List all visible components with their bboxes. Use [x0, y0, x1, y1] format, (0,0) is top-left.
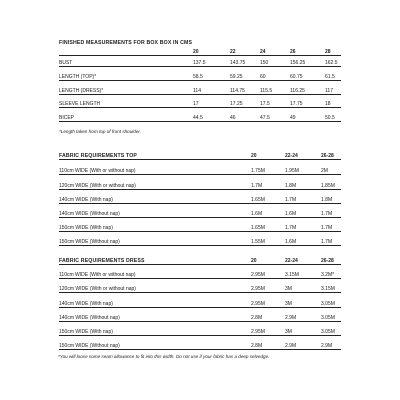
row-rule [59, 107, 341, 108]
measurement-value: 116.25 [290, 87, 305, 94]
size-header: 22 [230, 48, 236, 55]
fabric-amount: 1.8M [285, 182, 297, 189]
fabric-amount: 3.2M* [321, 272, 335, 278]
row-rule [59, 80, 341, 81]
measurements-footnote: *Length taken from top of front shoulder. [59, 128, 142, 134]
fabric-amount: 2.95M [251, 328, 265, 335]
fabric-header-rule [59, 264, 341, 265]
fabric-header-rule [59, 159, 341, 160]
measurement-value: 18 [325, 101, 331, 107]
fabric-amount: 1.6M [285, 210, 297, 217]
measurement-label: SLEEVE LENGTH [59, 101, 101, 107]
fabric-amount: 1.8M [321, 196, 333, 203]
measurement-value: 17 [193, 101, 199, 107]
fabric-size-header: 26-28 [321, 153, 334, 159]
fabric-amount: 1.85M [321, 182, 335, 189]
fabric-amount: 3.15M [285, 272, 299, 278]
fabric-size-header: 22-24 [285, 153, 298, 159]
fabric-amount: 1.75M [251, 168, 265, 174]
measurement-label: BUST [59, 59, 73, 66]
fabric-amount: 2.95M [251, 286, 265, 292]
fabric-amount: 2.95M [251, 300, 265, 307]
fabric-amount: 3.05M [321, 300, 335, 307]
fabric-row-rule [59, 217, 341, 218]
fabric-amount: 1.7M [321, 238, 333, 245]
fabric-amount: 1.55M [251, 238, 265, 245]
fabric-row-rule [59, 321, 341, 322]
fabric-width-label: 140cm WIDE (Without nap) [59, 314, 120, 321]
fabric-amount: 1.65M [251, 224, 265, 231]
fabric-row-rule [59, 278, 341, 279]
fabric-amount: 2.9M [321, 342, 333, 349]
fabric-section-title: FABRIC REQUIREMENTS DRESS [59, 258, 145, 264]
fabric-width-label: 140cm WIDE (With nap) [59, 196, 113, 203]
fabric-amount: 3M [285, 300, 292, 307]
fabric-amount: 2.8M [251, 342, 263, 349]
fabric-size-header: 20 [251, 258, 257, 264]
header-rule [59, 55, 341, 56]
fabric-width-label: 110cm WIDE (With or without nap) [59, 272, 136, 278]
measurement-value: 60.75 [290, 73, 303, 80]
measurement-value: 59.25 [230, 73, 243, 80]
fabric-row-rule [59, 203, 341, 204]
fabric-amount: 1.7M [251, 182, 263, 189]
measurement-value: 156.25 [290, 59, 306, 66]
measurement-value: 61.5 [325, 73, 335, 80]
fabric-amount: 2.9M [285, 342, 297, 349]
fabric-amount: 3.05M [321, 314, 335, 321]
fabric-row-rule [59, 335, 341, 336]
measurement-value: 143.75 [230, 59, 246, 66]
fabric-amount: 3M [285, 286, 292, 292]
fabric-section-title: FABRIC REQUIREMENTS TOP [59, 153, 138, 159]
fabric-amount: 2.95M [251, 272, 265, 278]
measurement-value: 50.5 [325, 115, 335, 121]
fabric-footnote: *You will loose some seam allowance to fit into this width. Do not use if your fabric has a deep selvedge. [58, 354, 270, 359]
fabric-amount: 1.95M [285, 168, 299, 174]
row-rule [59, 66, 341, 67]
fabric-amount: 2M [321, 168, 328, 174]
measurement-value: 137.5 [193, 59, 206, 66]
fabric-width-label: 140cm WIDE (Without nap) [59, 210, 120, 217]
fabric-row-rule [59, 245, 341, 246]
measurement-label: BICEP [59, 115, 75, 121]
fabric-amount: 3.05M [321, 328, 335, 335]
size-header: 24 [260, 48, 266, 55]
measurement-value: 49 [290, 115, 296, 121]
row-rule [59, 94, 341, 95]
fabric-row-rule [59, 174, 341, 175]
row-rule [59, 121, 341, 122]
fabric-width-label: 150cm WIDE (Without nap) [59, 342, 120, 349]
fabric-size-header: 22-24 [285, 258, 298, 264]
measurement-value: 17.25 [230, 101, 243, 107]
measurement-value: 150 [260, 59, 269, 66]
measurement-value: 115.5 [260, 87, 273, 94]
fabric-row-rule [59, 292, 341, 293]
fabric-size-header: 20 [251, 153, 257, 159]
measurement-label: LENGTH (TOP)* [59, 73, 97, 80]
fabric-amount: 2.8M [251, 314, 263, 321]
measurement-value: 47.5 [260, 115, 270, 121]
measurement-value: 58.5 [193, 73, 203, 80]
measurement-value: 46 [230, 115, 236, 121]
measurements-title: FINISHED MEASUREMENTS FOR BOX BOX IN CMS [59, 40, 193, 46]
fabric-width-label: 120cm WIDE (With or without nap) [59, 182, 136, 189]
fabric-amount: 1.7M [285, 196, 297, 203]
size-header: 20 [193, 48, 199, 55]
fabric-width-label: 120cm WIDE (With or without nap) [59, 286, 136, 292]
measurement-value: 117 [325, 87, 333, 94]
fabric-amount: 2.9M [285, 314, 297, 321]
fabric-amount: 1.65M [251, 196, 265, 203]
size-header: 26 [290, 48, 296, 55]
fabric-width-label: 140cm WIDE (With nap) [59, 300, 113, 307]
measurement-value: 114 [193, 87, 201, 94]
fabric-amount: 1.6M [285, 238, 297, 245]
fabric-width-label: 110cm WIDE (With or without nap) [59, 168, 136, 174]
fabric-amount: 3M [285, 328, 292, 335]
fabric-amount: 1.7M [321, 224, 333, 231]
fabric-size-header: 26-28 [321, 258, 334, 264]
fabric-row-rule [59, 307, 341, 308]
fabric-width-label: 150cm WIDE (With nap) [59, 224, 113, 231]
measurement-value: 162.5 [325, 59, 338, 66]
fabric-width-label: 150cm WIDE (With nap) [59, 328, 113, 335]
fabric-amount: 1.6M [251, 210, 263, 217]
measurement-value: 17.75 [290, 101, 303, 107]
measurement-value: 60 [260, 73, 266, 80]
fabric-row-rule [59, 189, 341, 190]
fabric-amount: 3.15M [321, 286, 335, 292]
measurement-value: 114.75 [230, 87, 245, 94]
fabric-amount: 1.7M [321, 210, 333, 217]
fabric-row-rule [59, 349, 341, 350]
measurement-label: LENGTH (DRESS)* [59, 87, 104, 94]
fabric-row-rule [59, 231, 341, 232]
measurement-value: 17.5 [260, 101, 270, 107]
fabric-amount: 1.7M [285, 224, 297, 231]
fabric-width-label: 150cm WIDE (Without nap) [59, 238, 120, 245]
measurement-value: 44.5 [193, 115, 203, 121]
size-header: 28 [325, 48, 331, 55]
